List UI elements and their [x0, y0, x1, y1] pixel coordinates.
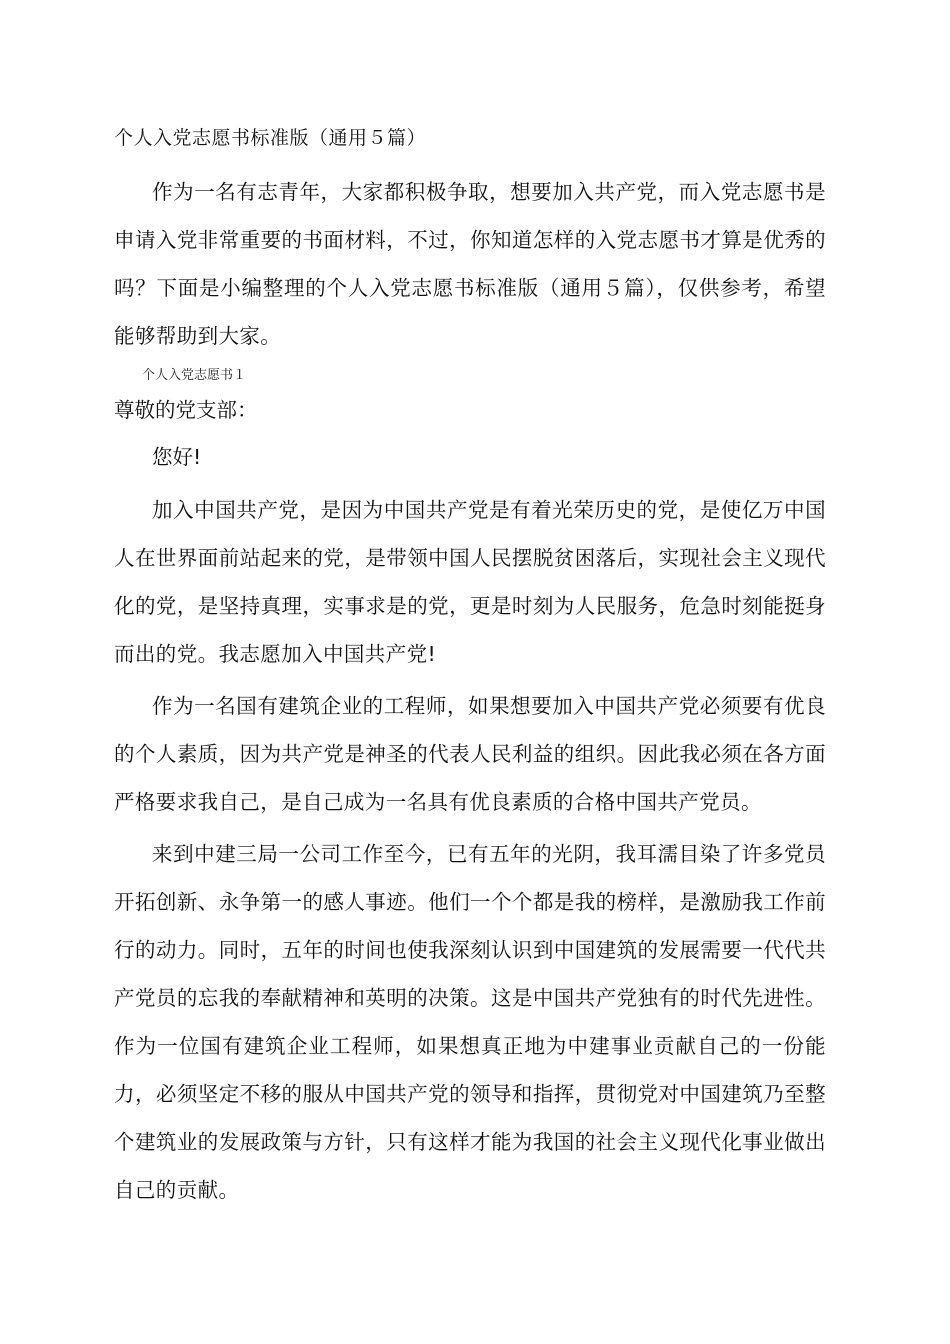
salutation: 尊敬的党支部：: [114, 398, 258, 422]
intro-paragraph: 作为一名有志青年，大家都积极争取，想要加入共产党，而入党志愿书是申请入党非常重要的书面材料，不过，你知道怎样的入党志愿书才算是优秀的吗？下面是小编整理的个人入党志愿书标准版（通用５篇），仅供参考，希望能够帮助到大家。: [114, 180, 826, 348]
body-paragraph-1: 加入中国共产党，是因为中国共产党是有着光荣历史的党，是使亿万中国人在世界面前站起来的党，是带领中国人民摆脱贫困落后，实现社会主义现代化的党，是坚持真理，实事求是的党，更是时刻为人民服务，危急时刻能挺身而出的党。我志愿加入中国共产党!: [114, 498, 826, 666]
body-paragraph-2: 作为一名国有建筑企业的工程师，如果想要加入中国共产党必须要有优良的个人素质，因为共产党是神圣的代表人民利益的组织。因此我必须在各方面严格要求我自己，是自己成为一名具有优良素质的合格中国共产党员。: [114, 694, 826, 814]
section-heading: 个人入党志愿书１: [142, 368, 247, 383]
document-title: 个人入党志愿书标准版（通用５篇）: [114, 127, 427, 149]
document-body: [114, 118, 826, 1214]
greeting: 您好!: [152, 445, 202, 469]
body-paragraph-3: 来到中建三局一公司工作至今，已有五年的光阴，我耳濡目染了许多党员开拓创新、永争第一的感人事迹。他们一个个都是我的榜样，是激励我工作前行的动力。同时，五年的时间也使我深刻认识到中国建筑的发展需要一代代共产党员的忘我的奉献精神和英明的决策。这是中国共产党独有的时代先进性。作为一位国有建筑企业工程师，如果想真正地为中建事业贡献自己的一份能力，必须坚定不移的服从中国共产党的领导和指挥，贯彻党对中国建筑乃至整个建筑业的发展政策与方针，只有这样才能为我国的社会主义现代化事业做出自己的贡献。: [114, 842, 826, 1202]
